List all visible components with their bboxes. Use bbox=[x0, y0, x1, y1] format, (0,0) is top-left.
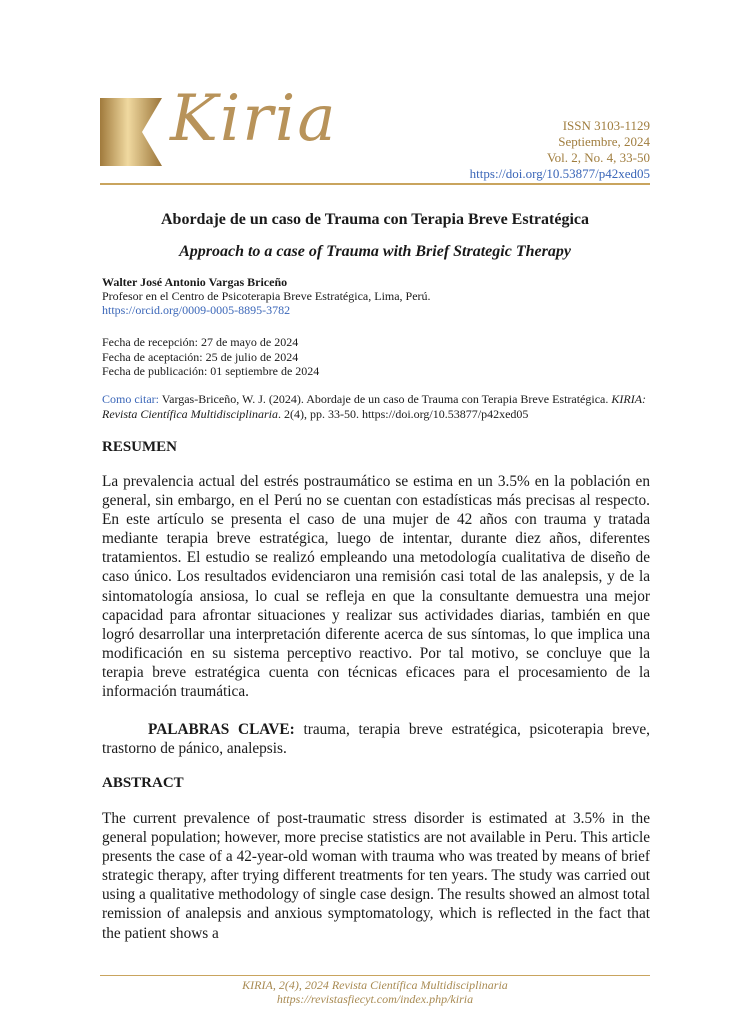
date-published: Fecha de publicación: 01 septiembre de 2024 bbox=[102, 364, 320, 378]
abstract-text: The current prevalence of post-traumatic stress disorder is estimated at 3.5% in the general population; however, more precise statistics are not available in Peru. This article presents the case of a 42-year-old woman with trauma who was treated by means of brief strategic therapy, after trying different treatments for ten years. The study was carried out using a qualitative methodology of single case design. The results showed an almost total remission of analepsis and anxious symptomatology, which is reflected in the fact that the patient shows a bbox=[102, 810, 650, 942]
journal-meta bbox=[470, 118, 650, 182]
footer-url[interactable]: https://revistasfiecyt.com/index.php/kiria bbox=[276, 992, 474, 1006]
issue-date: Septiembre, 2024 bbox=[558, 134, 650, 149]
author-block bbox=[102, 275, 431, 317]
date-received: Fecha de recepción: 27 de mayo de 2024 bbox=[102, 335, 299, 349]
logo-wordmark: Kiria bbox=[170, 82, 338, 156]
resumen-heading: RESUMEN bbox=[102, 439, 178, 455]
volume-info: Vol. 2, No. 4, 33-50 bbox=[546, 150, 650, 165]
citation-journal: KIRIA: Revista Científica Multidisciplinaria bbox=[102, 392, 647, 421]
citation-text: Vargas-Briceño, W. J. (2024). Abordaje de un caso de Trauma con Terapia Breve Estratégica. bbox=[159, 392, 609, 406]
logo-flag-icon bbox=[100, 98, 162, 166]
issn: ISSN 3103-1129 bbox=[562, 118, 650, 133]
citation-label: Como citar: bbox=[102, 392, 159, 406]
citation-block bbox=[102, 392, 650, 421]
author-affiliation: Profesor en el Centro de Psicoterapia Breve Estratégica, Lima, Perú. bbox=[102, 289, 431, 303]
orcid-link[interactable]: https://orcid.org/0009-0005-8895-3782 bbox=[102, 303, 291, 317]
footer-journal: KIRIA, 2(4), 2024 Revista Científica Multidisciplinaria bbox=[242, 978, 508, 992]
header-divider bbox=[100, 183, 650, 185]
page-footer bbox=[100, 978, 650, 1006]
keywords-es bbox=[102, 720, 650, 758]
author-name: Walter José Antonio Vargas Briceño bbox=[102, 275, 288, 289]
abstract-heading: ABSTRACT bbox=[102, 775, 184, 791]
keywords-label: PALABRAS CLAVE: bbox=[148, 721, 295, 738]
dates-block bbox=[102, 335, 319, 379]
resumen-text: La prevalencia actual del estrés postraumático se estima en un 3.5% en la población en general, sin embargo, en el Perú no se cuentan con estadísticas más precisas al respecto. En este artículo se presenta el caso de una mujer de 42 años con trauma y tratada mediante terapia breve estratégica, luego de intentar, durante diez años, diferentes tratamientos. El estudio se realizó empleando una metodología cualitativa de diseño de caso único. Los resultados evidenciaron una remisión casi total de las analepsis, y de la sintomatología ansiosa, lo cual se refleja en que la consultante demuestra una mejor capacidad para afrontar situaciones y realizar sus actividades diarias, también en que logró desarrollar una interpretación diferente acerca de sus síntomas, lo que implica una modificación en su sistema perceptivo reactivo. Por tal motivo, se concluye que la terapia breve estratégica cuenta con técnicas eficaces para el procesamiento de la información traumática. bbox=[102, 473, 650, 701]
title-spanish: Abordaje de un caso de Trauma con Terapia Breve Estratégica bbox=[161, 211, 589, 228]
journal-logo bbox=[100, 82, 350, 180]
keywords-list: trauma, terapia breve estratégica, psicoterapia breve, trastorno de pánico, analepsis. bbox=[102, 721, 650, 758]
title-english: Approach to a case of Trauma with Brief Strategic Therapy bbox=[179, 243, 571, 260]
date-accepted: Fecha de aceptación: 25 de julio de 2024 bbox=[102, 349, 299, 364]
footer-divider bbox=[100, 975, 650, 976]
doi-link[interactable]: https://doi.org/10.53877/p42xed05 bbox=[469, 166, 650, 181]
citation-rest: . 2(4), pp. 33-50. https://doi.org/10.53877/p42xed05 bbox=[277, 406, 529, 421]
